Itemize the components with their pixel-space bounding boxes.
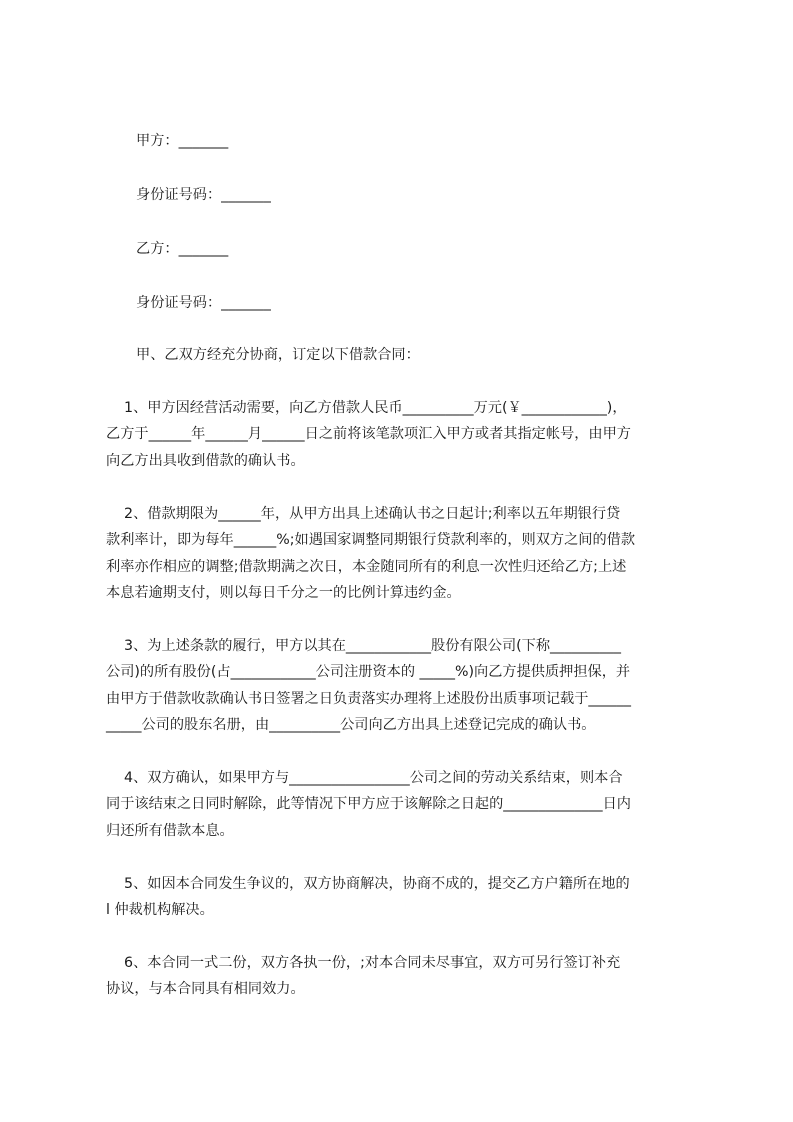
clause-line: 2、借款期限为______年，从甲方出具上述确认书之日起计;利率以五年期银行贷 (106, 506, 621, 522)
clause-line: 同于该结束之日同时解除，此等情况下甲方应于该解除之日起的______________日内 (106, 796, 631, 812)
party-b-field: 乙方：_______ (136, 241, 229, 257)
party-a-field: 甲方：_______ (136, 133, 229, 149)
clause-line: 向乙方出具收到借款的确认书。 (106, 453, 305, 469)
clause-line: 公司)的所有股份(占____________公司注册资本的 _____%)向乙方提供质押担保，并 (106, 664, 631, 680)
clause-line: 3、为上述条款的履行，甲方以其在____________股份有限公司(下称__________ (106, 638, 621, 654)
clause-line: 协议，与本合同具有相同效力。 (106, 981, 305, 997)
contract-intro: 甲、乙双方经充分协商，订定以下借款合同： (136, 347, 420, 363)
clause-line: 乙方于______年______月______日之前将该笔款项汇入甲方或者其指定帐号，由甲方 (106, 426, 631, 442)
clause-line: 由甲方于借款收款确认书日签署之日负责落实办理将上述股份出质事项记载于______ (106, 691, 631, 707)
clause-line: 款利率计，即为每年______%;如遇国家调整同期银行贷款利率的，则双方之间的借款 (106, 532, 636, 548)
clause-line: _____公司的股东名册，由__________公司向乙方出具上述登记完成的确认书。 (106, 717, 596, 733)
clause-line: 利率亦作相应的调整;借款期满之次日，本金随同所有的利息一次性归还给乙方;上述 (106, 559, 627, 575)
clause-line: 归还所有借款本息。 (106, 823, 234, 839)
clause-line: 6、本合同一式二份，双方各执一份，;对本合同未尽事宜，双方可另行签订补充 (106, 955, 621, 971)
clause-line: 5、如因本合同发生争议的，双方协商解决，协商不成的，提交乙方户籍所在地的 (106, 876, 630, 892)
party-a-id-field: 身份证号码：_______ (136, 187, 271, 203)
clause-line: 4、双方确认，如果甲方与_________________公司之间的劳动关系结束，则本合 (106, 770, 623, 786)
clause-line: 1、甲方因经营活动需要，向乙方借款人民币__________万元(￥____________)， (106, 400, 627, 416)
clause-line: l 仲裁机构解决。 (106, 902, 214, 918)
party-b-id-field: 身份证号码：_______ (136, 295, 271, 311)
clause-line: 本息若逾期支付，则以每日千分之一的比例计算违约金。 (106, 585, 461, 601)
